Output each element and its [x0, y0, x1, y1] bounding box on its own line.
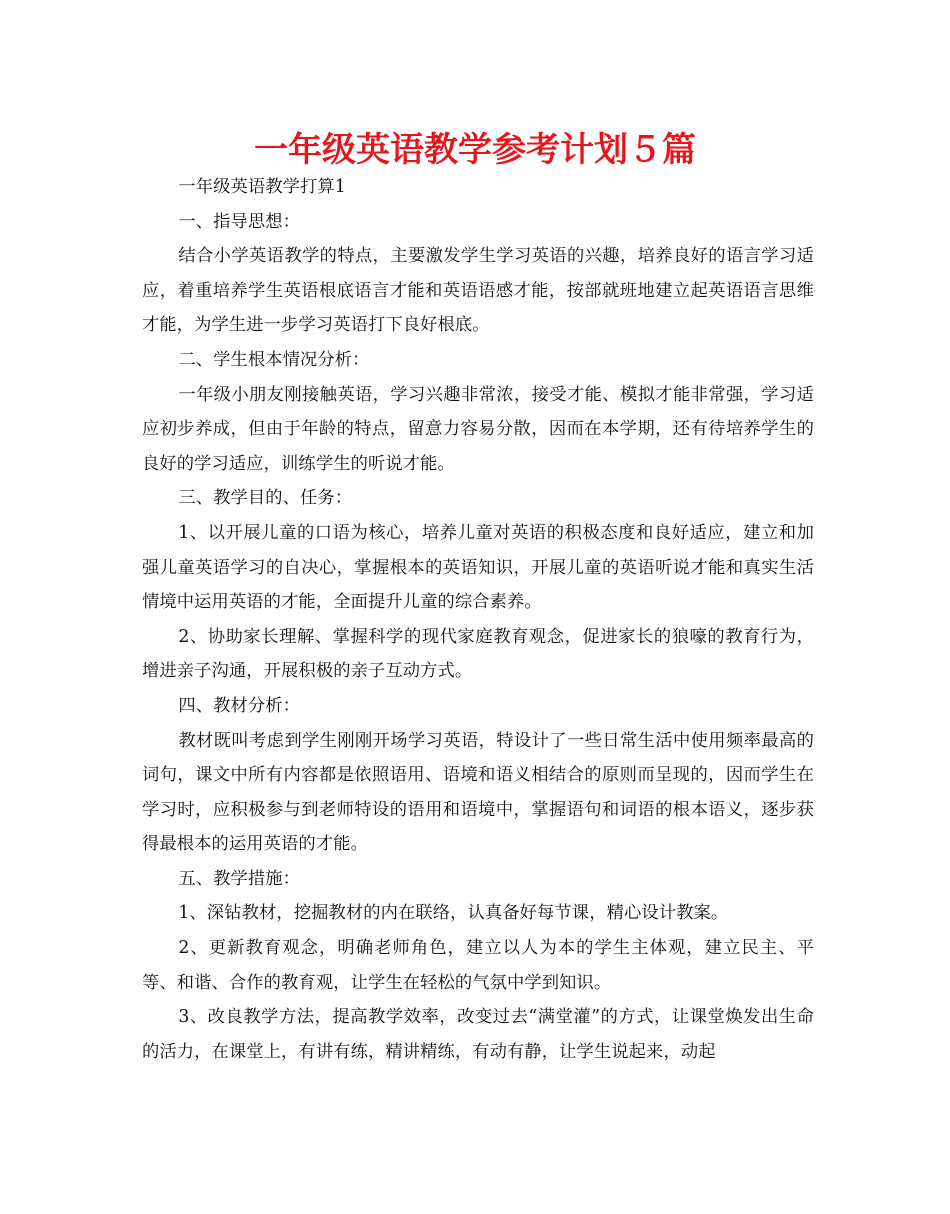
body-paragraph: 结合小学英语教学的特点，主要激发学生学习英语的兴趣，培养良好的语言学习适应，着重培养学生英语根底语言才能和英语语感才能，按部就班地建立起英语语言思维才能，为学生进一步学习英语打下良好根底。	[142, 246, 814, 336]
body-paragraph: 2、更新教育观念，明确老师角色，建立以人为本的学生主体观，建立民主、平等、和谐、合作的教育观，让学生在轻松的气氛中学到知识。	[142, 938, 814, 993]
subsection-heading: 二、学生根本情况分析：	[178, 349, 370, 370]
document-title: 一年级英语教学参考计划５篇	[254, 130, 696, 170]
body-paragraph: 3、改良教学方法，提高教学效率，改变过去“满堂灌”的方式，让课堂焕发出生命的活力，在课堂上，有讲有练，精讲精练，有动有静，让学生说起来，动起	[142, 1007, 814, 1062]
body-paragraph: 一年级小朋友刚接触英语，学习兴趣非常浓，接受才能、模拟才能非常强，学习适应初步养成，但由于年龄的特点，留意力容易分散，因而在本学期，还有待培养学生的良好的学习适应，训练学生的听说才能。	[142, 384, 814, 474]
subsection-heading: 一、指导思想：	[178, 211, 300, 232]
subsection-heading: 三、教学目的、任务：	[178, 488, 353, 509]
subsection-heading: 四、教材分析：	[178, 695, 300, 716]
body-paragraph: 1、深钻教材，挖掘教材的内在联络，认真备好每节课，精心设计教案。	[178, 903, 729, 924]
body-paragraph: 1、以开展儿童的口语为核心，培养儿童对英语的积极态度和良好适应，建立和加强儿童英语学习的自决心，掌握根本的英语知识，开展儿童的英语听说才能和真实生活情境中运用英语的才能，全面提升儿童的综合素养。	[142, 522, 814, 613]
section-heading: 一年级英语教学打算1	[178, 177, 346, 197]
document-body	[142, 170, 814, 1069]
subsection-heading: 五、教学措施：	[178, 868, 300, 889]
body-paragraph: 教材既叫考虑到学生刚刚开场学习英语，特设计了一些日常生活中使用频率最高的词句，课文中所有内容都是依照语用、语境和语义相结合的原则而呈现的，因而学生在学习时，应积极参与到老师特设的语用和语境中，掌握语句和词语的根本语义，逐步获得最根本的运用英语的才能。	[142, 730, 814, 855]
body-paragraph: 2、协助家长理解、掌握科学的现代家庭教育观念，促进家长的狼嚎的教育行为，增进亲子沟通，开展积极的亲子互动方式。	[142, 626, 814, 682]
